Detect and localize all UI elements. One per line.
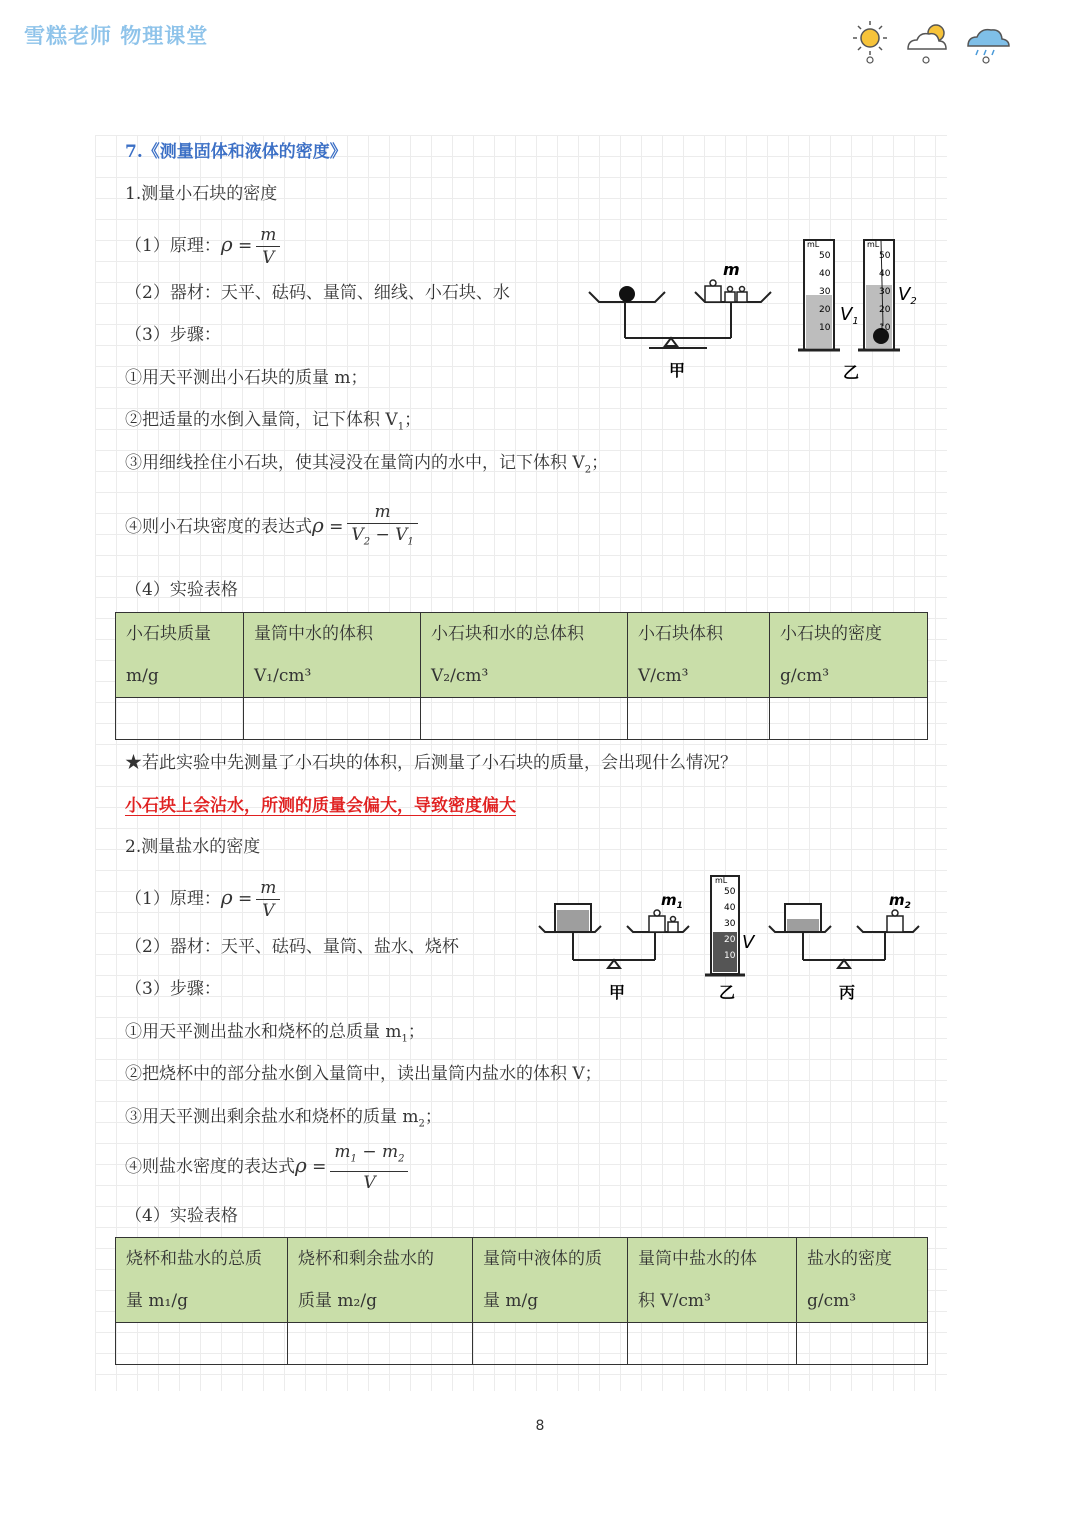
table-header-cell [770,613,928,698]
figure-label-jia: 甲 [609,983,626,1002]
sun-icon [853,21,887,63]
beaker-partial [785,904,821,932]
part1-answer: 小石块上会沾水，所测的质量会偏大，导致密度偏大 [125,796,516,816]
tick-label: 30 [879,287,891,297]
tick-label: 30 [819,287,831,297]
tick-label: 30 [724,919,736,929]
header-line1: 量筒中液体的质 [483,1249,602,1269]
table-cell [770,698,928,740]
header-line2: V/cm³ [638,666,689,686]
fraction-denominator: V [363,1172,376,1193]
figure-label-yi: 乙 [719,983,736,1002]
rain-cloud-icon [968,30,1009,63]
part1-question: ★若此实验中先测量了小石块的体积，后测量了小石块的质量，会出现什么情况？ [125,753,737,773]
tick-label: 50 [724,887,736,897]
header-line1: 盐水的密度 [807,1249,892,1269]
header-line2: 积 V/cm³ [638,1291,711,1311]
header-line2: 量 m₁/g [126,1291,188,1311]
part1-step1: ①用天平测出小石块的质量 m； [125,368,368,388]
v1-label: $V_1$ [840,304,859,327]
figure-label-yi: 乙 [843,363,860,382]
unit-label: mL [867,240,880,249]
part2-step3 [125,1106,442,1135]
fraction-denominator [347,524,417,553]
step3-end: ； [591,453,609,473]
table-row [116,1323,928,1365]
rho-symbol: ρ [312,513,324,537]
mass-label: m [723,260,740,279]
table-row [116,698,928,740]
tick-label: 10 [724,951,736,961]
step4-fraction [330,1141,408,1193]
equals-sign: = [238,236,253,256]
rho-symbol: ρ [295,1153,307,1177]
tick-label: 10 [879,323,891,333]
header-line2: g/cm³ [780,666,830,686]
table-header-cell [473,1238,628,1323]
table-cell [628,1323,797,1365]
header-line2: V₂/cm³ [431,666,489,686]
part1-figure [585,230,935,390]
table-cell [628,698,770,740]
header-line1: 小石块的密度 [780,624,882,644]
beaker-full [555,904,591,932]
part1-equipment: （2）器材：天平、砝码、量筒、细线、小石块、水 [125,283,510,303]
num-m1-sub: 1 [350,1153,357,1165]
weather-icons [846,16,1016,66]
den-minus: − [370,525,396,546]
header-line1: 小石块质量 [126,624,211,644]
rho-symbol: ρ [220,232,233,256]
step1-text: ①用天平测出盐水和烧杯的总质量 m [125,1022,402,1042]
step4-fraction [347,501,417,553]
density-fraction [256,877,280,922]
table-cell [116,698,244,740]
step3-end: ； [424,1107,442,1127]
fraction-numerator: m [256,877,280,900]
table-cell [473,1323,628,1365]
num-m2: m [381,1142,399,1163]
step2-text: ②把适量的水倒入量筒，记下体积 V [125,410,398,430]
table-cell [288,1323,473,1365]
graduated-cylinder-v1 [798,240,859,350]
fraction-numerator: m [347,501,417,524]
table-cell [421,698,628,740]
tick-label: 20 [724,935,736,945]
tick-label: 10 [819,323,831,333]
table-header-row [116,1238,928,1323]
tick-label: 50 [879,251,891,261]
weights-bing [887,910,903,932]
step1-end: ； [407,1022,425,1042]
part1-principle [125,222,280,270]
header-line2: 量 m/g [483,1291,539,1311]
fraction-numerator: m [256,224,280,247]
equals-sign: = [329,517,344,537]
v2-label: $V_2$ [898,284,917,307]
m1-label: $m_1$ [661,891,683,911]
header-line1: 量筒中水的体积 [254,624,373,644]
m2-label: $m_2$ [889,891,911,911]
partly-cloudy-icon [908,25,946,63]
unit-label: mL [807,240,820,249]
den-v1: V [395,525,408,546]
equals-sign: = [238,889,253,909]
table-cell [797,1323,928,1365]
table-header-cell [421,613,628,698]
tick-label: 20 [879,305,891,315]
num-m2-sub: 2 [398,1153,405,1165]
page-number: 8 [535,1418,545,1434]
table-header-cell [244,613,421,698]
part2-principle [125,875,280,923]
part2-step1 [125,1021,425,1050]
part1-step2 [125,409,421,438]
step3-subscript: 2 [584,464,592,476]
section-title: 7.《测量固体和液体的密度》 [125,142,347,162]
weights [705,280,747,302]
principle-label: （1）原理： [125,236,221,256]
table-header-cell [116,1238,288,1323]
part1-step3 [125,452,608,481]
table-header-cell [797,1238,928,1323]
den-v2: V [351,525,364,546]
table-header-cell [628,1238,797,1323]
num-minus: − [356,1142,382,1163]
part2-step4 [125,1140,408,1194]
equals-sign: = [312,1157,327,1177]
header-line1: 烧杯和剩余盐水的 [298,1249,434,1269]
header-line2: 质量 m₂/g [298,1291,377,1311]
part2-heading: 2.测量盐水的密度 [125,837,261,857]
graduated-cylinder-v2 [858,240,917,350]
part1-step4 [125,500,418,554]
v-label: V [742,932,755,953]
step3-text: ③用天平测出剩余盐水和烧杯的质量 m [125,1107,419,1127]
figure-label-bing: 丙 [839,983,856,1002]
den-v1-sub: 1 [407,536,414,548]
step1-subscript: 1 [401,1033,408,1045]
step2-subscript: 1 [397,421,405,433]
unit-label: mL [715,876,728,885]
density-fraction [256,224,280,269]
step4-text: ④则小石块密度的表达式 [125,517,312,537]
brand-title: 雪糕老师 物理课堂 [24,24,209,48]
header-line1: 量筒中盐水的体 [638,1249,757,1269]
header-line1: 烧杯和盐水的总质 [126,1249,262,1269]
figure-label-jia: 甲 [669,361,686,380]
part1-experiment-table [115,612,928,740]
weights-jia [649,910,678,932]
table-header-row [116,613,928,698]
header-line2: V₁/cm³ [254,666,312,686]
step4-text: ④则盐水密度的表达式 [125,1157,295,1177]
part1-steps-label: （3）步骤： [125,325,221,345]
fraction-numerator [330,1141,408,1171]
den-v2-sub: 2 [363,536,371,548]
step3-text: ③用细线拴住小石块，使其浸没在量筒内的水中，记下体积 V [125,453,585,473]
table-header-cell [116,613,244,698]
part2-step2: ②把烧杯中的部分盐水倒入量筒中，读出量筒内盐水的体积 V； [125,1064,602,1084]
part1-table-label: （4）实验表格 [125,580,238,600]
table-header-cell [628,613,770,698]
header-line1: 小石块和水的总体积 [431,624,584,644]
tick-label: 50 [819,251,831,261]
principle-label: （1）原理： [125,889,221,909]
part2-table-label: （4）实验表格 [125,1206,238,1226]
tick-label: 40 [819,269,831,279]
tick-label: 40 [879,269,891,279]
header-line2: g/cm³ [807,1291,857,1311]
part2-equipment: （2）器材：天平、砝码、量筒、盐水、烧杯 [125,937,459,957]
graduated-cylinder-v [705,876,756,975]
stone [619,286,635,302]
part1-heading: 1.测量小石块的密度 [125,184,278,204]
header-line1: 小石块体积 [638,624,723,644]
table-cell [116,1323,288,1365]
fraction-denominator: V [262,248,275,268]
rho-symbol: ρ [220,885,233,909]
part2-steps-label: （3）步骤： [125,979,221,999]
tick-label: 20 [819,305,831,315]
part2-figure [535,868,935,1008]
tick-label: 40 [724,903,736,913]
num-m1: m [334,1142,351,1163]
fraction-denominator: V [262,901,275,921]
step2-end: ； [404,410,422,430]
step3-subscript: 2 [418,1118,425,1130]
header-line2: m/g [126,666,159,686]
table-header-cell [288,1238,473,1323]
part2-experiment-table [115,1237,928,1365]
table-cell [244,698,421,740]
